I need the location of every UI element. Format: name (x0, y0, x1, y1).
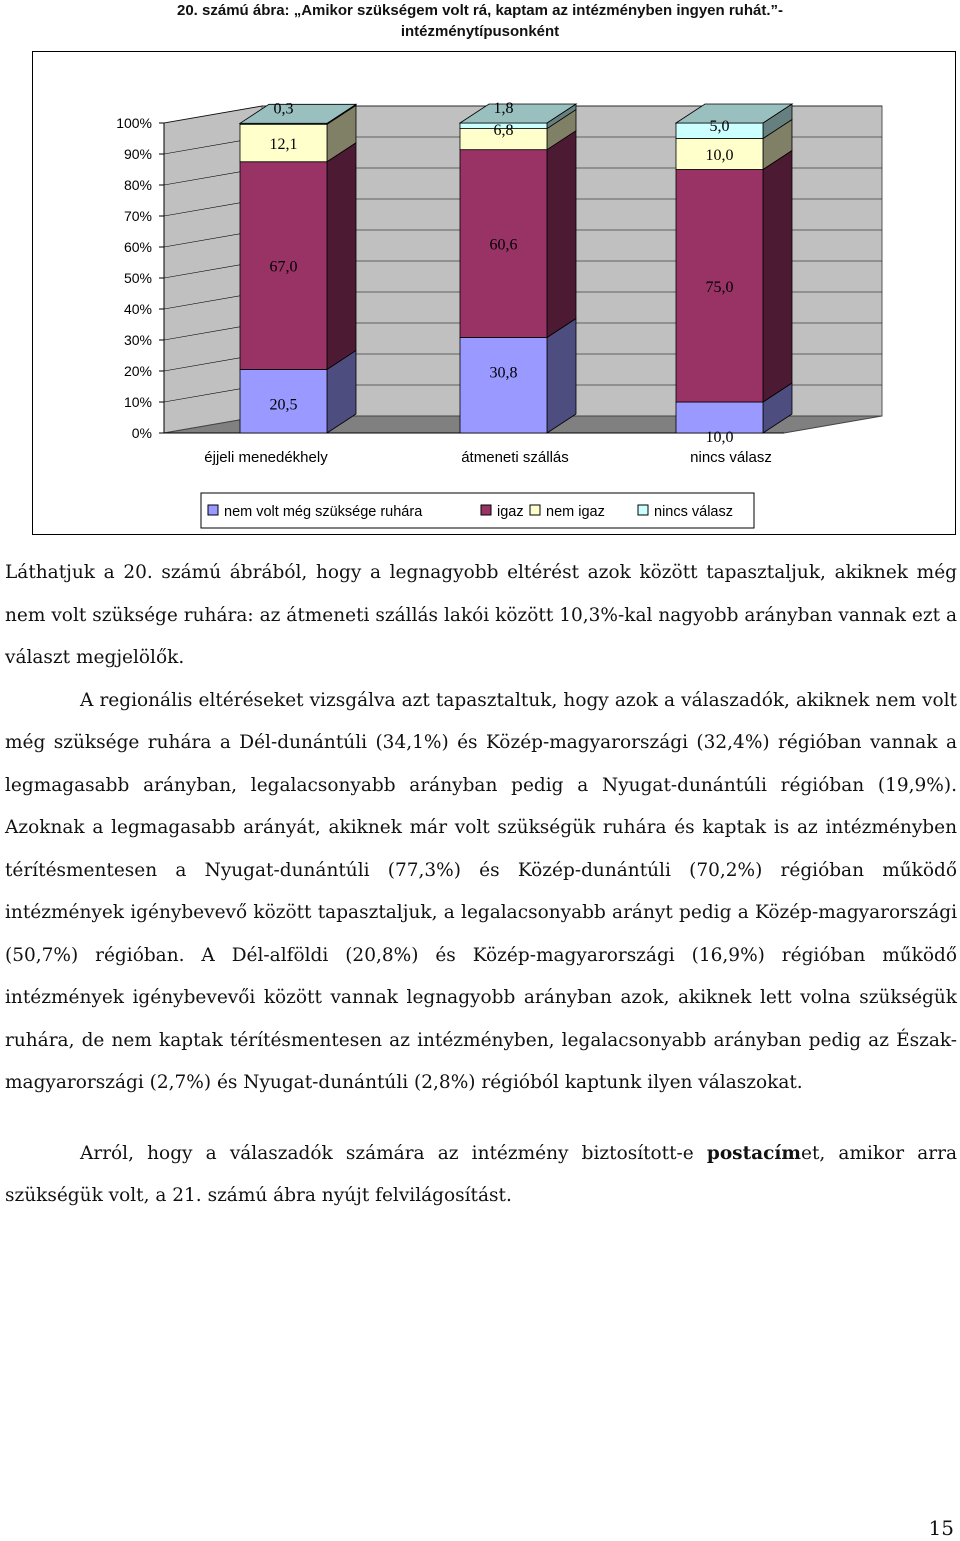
data-label: 20,5 (269, 396, 298, 414)
data-label: 60,6 (489, 236, 518, 254)
bar-segment-side (763, 151, 792, 403)
y-tick-label: 20% (123, 363, 152, 379)
data-label: 6,8 (493, 122, 514, 140)
y-tick-label: 60% (123, 239, 152, 255)
data-label: 75,0 (705, 278, 734, 296)
paragraph-2: A regionális eltéréseket vizsgálva azt tapasztaltuk, hogy azok a válaszadók, akiknek nem volt még szüksége ruhára a Dél-dunántúli (34,1%) és Közép-magyarországi (32,4%) régióban vannak a legmagasabb arányban, legalacsonyabb arányban pedig a Nyugat-dunántúli régióban (19,9%). Azoknak a legmagasabb arányát, akiknek már volt szükségük ruhára és kaptak is az intézményben térítésmentesen a Nyugat-dunántúli (77,3%) és Közép-dunántúli (70,2%) régióban működő intézmények igénybevevő között tapasztaljuk, a legalacsonyabb arányt pedig a Közép-magyarországi (50,7%) régióban. A Dél-alföldi (20,8%) és Közép-magyarországi (16,9%) régióban működő intézmények igénybevevői között vannak legnagyobb arányban azok, akiknek lett volna szükségük ruhára, de nem kaptak térítésmentesen az intézményben, legalacsonyabb arányban pedig az Észak-magyarországi (2,7%) és Nyugat-dunántúli (2,8%) régióból kaptunk ilyen válaszokat. (5, 689, 957, 1093)
legend-label: nem igaz (546, 504, 605, 520)
legend-swatch (481, 505, 491, 515)
paragraph-1: Láthatjuk a 20. számú ábrából, hogy a legnagyobb eltérést azok között tapasztaljuk, akiknek még nem volt szüksége ruhára: az átmeneti szállás lakói között 10,3%-kal nagyobb arányban vannak ezt a választ megjelölők. (5, 562, 957, 668)
legend-label: nincs válasz (654, 504, 733, 520)
stacked-bar-chart (33, 52, 955, 534)
figure-title (0, 0, 960, 42)
paragraph-3 (5, 1133, 957, 1218)
y-tick-label: 100% (116, 115, 152, 131)
y-tick-label: 10% (123, 394, 152, 410)
data-label: 5,0 (709, 118, 730, 135)
y-tick-label: 0% (131, 425, 152, 441)
bar-segment-side (547, 319, 576, 433)
y-tick-label: 30% (123, 332, 152, 348)
legend-swatch (208, 505, 218, 515)
bar-segment-side (327, 143, 356, 370)
page-number: 15 (928, 1516, 954, 1540)
x-category-label: átmeneti szállás (461, 449, 569, 466)
bar-segment-side (547, 131, 576, 338)
paragraph-3-start: Arról, hogy a válaszadók számára az intézmény biztosított-e (80, 1142, 707, 1164)
legend-label: igaz (497, 504, 524, 520)
data-label: 10,0 (705, 147, 734, 164)
data-label: 67,0 (269, 258, 298, 276)
data-label: 10,0 (705, 429, 734, 446)
y-tick-label: 40% (123, 301, 152, 317)
y-tick-label: 80% (123, 177, 152, 193)
x-category-label: éjjeli menedékhely (204, 449, 328, 466)
data-label: 1,8 (493, 100, 514, 117)
bar-segment (460, 338, 547, 433)
chart-frame (32, 51, 956, 535)
legend-swatch (638, 505, 648, 515)
y-tick-label: 70% (123, 208, 152, 224)
figure-title-line-1: 20. számú ábra: „Amikor szükségem volt rá, kaptam az intézményben ingyen ruhát.”- (176, 2, 783, 19)
data-label: 30,8 (489, 364, 518, 382)
body-text (5, 552, 957, 1218)
figure-title-line-2: intézménytípusonként (400, 23, 560, 40)
legend-swatch (530, 505, 540, 515)
paragraph-3-end: et, amikor arra szükségük volt, a 21. számú ábra nyújt felvilágosítást. (5, 1142, 957, 1206)
legend-label: nem volt még szüksége ruhára (224, 504, 423, 520)
data-label: 12,1 (269, 135, 298, 153)
y-tick-label: 90% (123, 146, 152, 162)
y-tick-label: 50% (123, 270, 152, 286)
x-category-label: nincs válasz (690, 449, 772, 466)
data-label: 0,3 (273, 100, 294, 118)
paragraph-3-bold: postacím (706, 1142, 801, 1164)
